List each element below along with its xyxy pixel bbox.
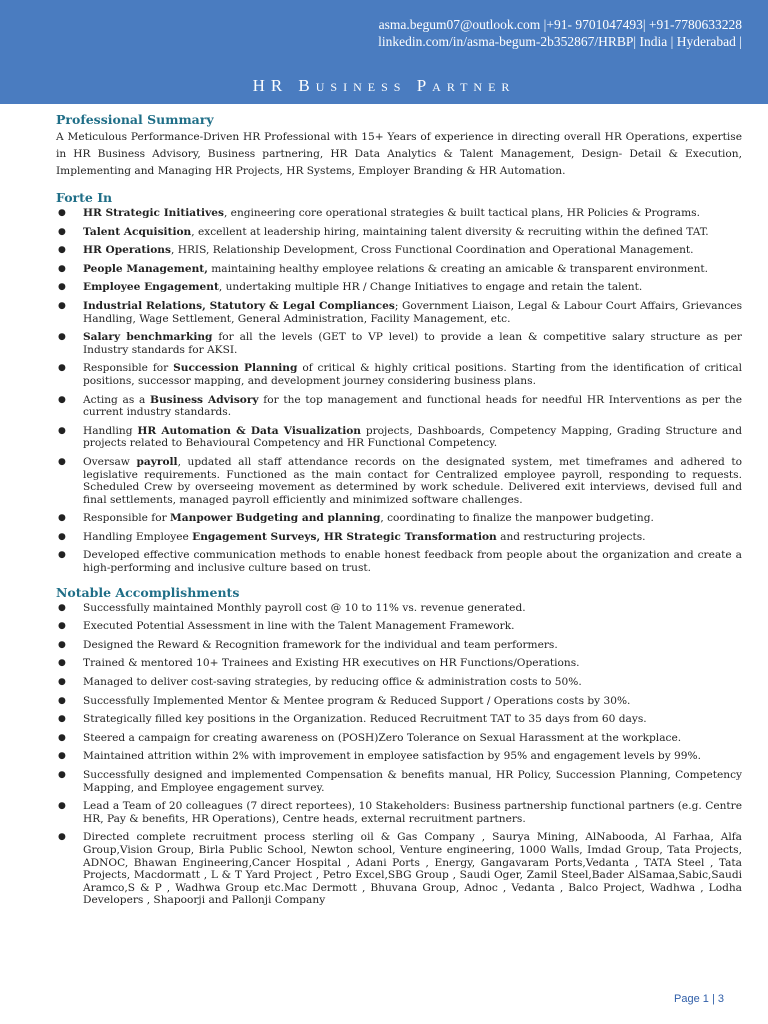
forte-item xyxy=(56,281,742,294)
accomplishment-item: ● Managed to deliver cost-saving strategies, by reducing office & administration costs to 50%. xyxy=(56,676,742,689)
forte-item xyxy=(56,263,742,276)
forte-item-keyword: Employee Engagement xyxy=(83,281,219,294)
resume-body xyxy=(56,110,742,913)
accomplishment-item: ● Maintained attrition within 2% with improvement in employee satisfaction by 95% and engagement levels by 99%. xyxy=(56,750,742,763)
contact-line-email-phone: asma.begum07@outlook.com |+91- 9701047493| +91-7780633228 xyxy=(378,17,742,32)
forte-item-text: Developed effective communication methods to enable honest feedback from people about the organization and create a high-performing and inclusive culture based on trust. xyxy=(83,549,742,575)
forte-item-text: Handling xyxy=(83,424,138,437)
forte-item-text: Oversaw xyxy=(83,455,137,468)
forte-item xyxy=(56,244,742,257)
accomplishment-item: ● Trained & mentored 10+ Trainees and Existing HR executives on HR Functions/Operations. xyxy=(56,657,742,670)
forte-item-keyword: Manpower Budgeting and planning xyxy=(170,512,381,525)
summary-heading: Professional Summary xyxy=(56,112,214,127)
forte-item-keyword: Succession Planning xyxy=(173,362,298,375)
accomplishments-list xyxy=(56,602,742,907)
forte-item-text: for all the levels (GET to VP level) to provide a lean & competitive salary structure as per Industry standards for AKSI. xyxy=(83,331,742,356)
forte-item-text: Handling Employee xyxy=(83,530,193,543)
forte-heading: Forte In xyxy=(56,190,113,205)
accomplishment-item: ● Strategically filled key positions in the Organization. Reduced Recruitment TAT to 35 days from 60 days. xyxy=(56,713,742,726)
forte-item-text: projects, Dashboards, Competency Mapping, Grading Structure and projects related to Behavioural Competency and HR Functional Competency. xyxy=(83,424,742,450)
forte-item-text: , undertaking multiple HR / Change Initiatives to engage and retain the talent. xyxy=(218,281,643,294)
forte-item-text: Acting as a xyxy=(83,393,150,406)
forte-item xyxy=(56,531,742,544)
forte-item-text: and restructuring projects. xyxy=(496,530,646,543)
forte-item-text: Responsible for xyxy=(83,512,171,525)
forte-item xyxy=(56,207,742,220)
accomplishment-item: ● Successfully maintained Monthly payroll cost @ 10 to 11% vs. revenue generated. xyxy=(56,602,742,615)
forte-item xyxy=(56,394,742,419)
forte-item-text: , engineering core operational strategies & built tactical plans, HR Policies & Programs. xyxy=(223,207,700,219)
forte-item xyxy=(56,549,742,574)
contact-line-linkedin-location: linkedin.com/in/asma-begum-2b352867/HRBP| India | Hyderabad | xyxy=(378,34,742,49)
forte-item xyxy=(56,331,742,356)
forte-item-text: Responsible for xyxy=(83,362,174,375)
forte-item xyxy=(56,425,742,450)
forte-item xyxy=(56,512,742,525)
forte-item-text: for the top management and functional heads for needful HR Interventions as per the current industry standards. xyxy=(83,393,742,419)
accomplishment-item: ● Steered a campaign for creating awareness on (POSH)Zero Tolerance on Sexual Harassment at the workplace. xyxy=(56,732,742,745)
accomplishments-heading: Notable Accomplishments xyxy=(56,584,240,600)
accomplishment-item: ● Executed Potential Assessment in line with the Talent Management Framework. xyxy=(56,620,742,633)
forte-item xyxy=(56,226,742,239)
forte-item-keyword: payroll xyxy=(136,455,178,468)
accomplishment-item: ● Directed complete recruitment process sterling oil & Gas Company , Saurya Mining, AlNabooda, Al Farhaa, Alfa Group,Vision Group, Birla Public School, Newton school, Venture engineering, 1000 Walls, Imdad Group, Tata Projects, ADNOC, Bhawan Engineering,Cancer Hospital , Adani Ports , Energy, Gangavaram Ports,Vedanta , TATA Steel , Tata Projects, Macdormatt , L & T Yard Project , Petro Excel,SBG Group , Saudi Oger, Zamil Steel,Bader AlSamaa,Sabic,Saudi Aramco,S & P , Wadhwa Group etc.Mac Dermott , Bhuvana Group, Adnoc , Vedanta , Balco Project, Wadhwa , Lodha Developers , Shapoorji and Pallonji Company xyxy=(56,831,742,907)
resume-title: HR Business Partner xyxy=(252,76,516,95)
summary-text: A Meticulous Performance-Driven HR Professional with 15+ Years of experience in directing overall HR Operations, expertise in HR Business Advisory, Business partnering, HR Data Analytics & Talent Management, Design- Detail & Execution, Implementing and Managing HR Projects, HR Systems, Employer Branding & HR Automation. xyxy=(56,131,742,177)
forte-item-text: , excellent at leadership hiring, maintaining talent diversity & recruiting within the defined TAT. xyxy=(191,225,709,238)
forte-item-keyword: HR Strategic Initiatives xyxy=(83,207,224,219)
accomplishment-item: ● Successfully Implemented Mentor & Mentee program & Reduced Support / Operations costs by 30%. xyxy=(56,695,742,708)
forte-list xyxy=(56,207,742,575)
forte-item-keyword: HR Operations xyxy=(83,244,171,257)
accomplishment-item: ● Lead a Team of 20 colleagues (7 direct reportees), 10 Stakeholders: Business partnership functional partners (e.g. Centre HR, Pay & benefits, HR Operations), Centre heads, external recruitment partners. xyxy=(56,800,742,825)
page-number: Page 1 | 3 xyxy=(674,993,724,1005)
accomplishment-item: ● Designed the Reward & Recognition framework for the individual and team performers. xyxy=(56,639,742,652)
forte-item-text: of critical & highly critical positions. Starting from the identification of critical positions, successor mapping, and development journey considering business plans. xyxy=(83,362,743,387)
forte-item xyxy=(56,362,742,387)
forte-item-text: maintaining healthy employee relations & creating an amicable & transparent environment. xyxy=(207,262,709,275)
forte-item-text: ; Government Liaison, Legal & Labour Court Affairs, Grievances Handling, Wage Settlement, General Administration, Facility Management, etc. xyxy=(83,299,742,325)
forte-item-keyword: Engagement Surveys, HR Strategic Transformation xyxy=(192,530,497,543)
forte-item xyxy=(56,456,742,506)
contact-info xyxy=(378,16,742,50)
header-banner xyxy=(0,0,768,104)
forte-item-text: , HRIS, Relationship Development, Cross Functional Coordination and Operational Management. xyxy=(170,244,694,257)
forte-item-text: , coordinating to finalize the manpower budgeting. xyxy=(380,512,654,525)
forte-item-keyword: Industrial Relations, Statutory & Legal Compliances xyxy=(83,299,395,312)
accomplishment-item: ● Successfully designed and implemented Compensation & benefits manual, HR Policy, Succession Planning, Competency Mapping, and Employee engagement survey. xyxy=(56,769,742,794)
forte-item-keyword: HR Automation & Data Visualization xyxy=(137,424,361,437)
forte-item-keyword: Business Advisory xyxy=(149,393,259,406)
forte-item-text: , updated all staff attendance records on the designated system, met timeframes and adhered to legislative requirements. Functioned as the main contact for Centralized employee payroll, responding to requests. Scheduled Crew by overseeing movement as determined by work schedule. Delivered exit interviews, devised full and final settlements, managed payroll efficiently and minimized software challenges. xyxy=(83,455,742,506)
forte-item xyxy=(56,300,742,325)
forte-item-keyword: Talent Acquisition xyxy=(83,225,192,238)
forte-item-keyword: People Management, xyxy=(83,262,208,275)
forte-item-keyword: Salary benchmarking xyxy=(83,331,213,344)
